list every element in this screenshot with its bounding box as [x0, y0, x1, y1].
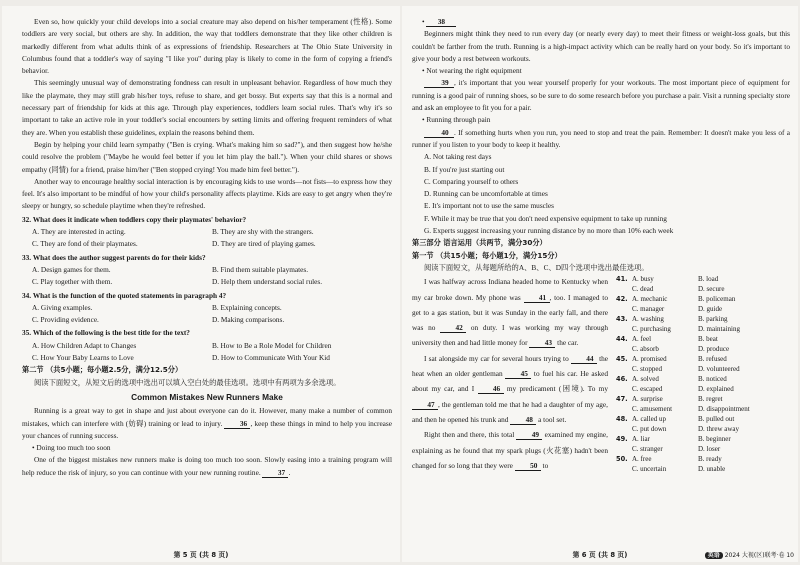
option-left[interactable]: A. promised: [632, 355, 667, 364]
subheading: • Doing too much too soon: [32, 443, 111, 453]
question-stem: 33. What does the author suggest parents do for their kids?: [22, 252, 206, 262]
option-left[interactable]: A. solved: [632, 375, 659, 384]
question-number: [616, 304, 632, 314]
question-number: [616, 324, 632, 334]
section-instruction: 阅读下面短文，从每题所给的A、B、C、D四个选项中选出最佳选项。: [424, 262, 649, 272]
question-number: 42.: [616, 295, 628, 304]
blank-50[interactable]: 50: [515, 461, 541, 471]
cloze-option-row: [616, 434, 790, 444]
question-34: [22, 290, 392, 327]
question-number: 41.: [616, 275, 628, 284]
option-right[interactable]: B. parking: [698, 315, 728, 324]
cloze-option-row: [616, 304, 790, 314]
passage-paragraph: Beginners might think they need to run every day (or nearly every day) to meet their fitness or weight-loss goals, but this couldn't be farther from the truth. Running is a high-impact activity which can be really hard on your body. So it's important to give your body a rest between workouts.: [412, 29, 790, 63]
question-number: 49.: [616, 435, 628, 444]
option-right[interactable]: B. noticed: [698, 375, 727, 384]
option-left[interactable]: C. amusement: [632, 405, 673, 414]
option-left[interactable]: C. purchasing: [632, 325, 671, 334]
option-left[interactable]: A. free: [632, 455, 652, 464]
option-right[interactable]: D. maintaining: [698, 325, 740, 334]
option-left[interactable]: C. dead: [632, 285, 654, 294]
cloze-option-row: [616, 464, 790, 474]
cloze-paragraph: I was halfway across Indiana headed home to Kentucky when my car broke down. My phone was 41 , too. I managed to get to a gas station, but it was Sunday in the early fall, and there was no 42 on duty. I was working my way through university then and had little money for 43 the car.: [412, 277, 608, 348]
cloze-option-row: [616, 324, 790, 334]
cloze-option-row: [616, 344, 790, 354]
question-stem: 34. What is the function of the quoted statements in paragraph 4?: [22, 290, 227, 300]
blank-47[interactable]: 47: [412, 400, 438, 410]
question-number: [616, 284, 632, 294]
option-c[interactable]: C. How Your Baby Learns to Love: [32, 353, 134, 363]
question-number: 43.: [616, 315, 628, 324]
option-item[interactable]: D. Running can be uncomfortable at times: [424, 189, 548, 199]
cloze-option-row: [616, 294, 790, 304]
question-number: [616, 364, 632, 374]
seven-choice-options: [412, 151, 790, 237]
option-left[interactable]: C. absorb: [632, 345, 659, 354]
passage-paragraph: This seemingly unusual way of demonstrating fondness can result in unpleasant behavior. Regardless of how much they like the playmate, they may still grab his/her toys, refuse to share, and get bossy. But experts say that this is a normal and necessary part of friendship for kids at this age. Through play experiences, toddlers learn social rules. That's why it's so important to take an active role in your toddler's social encounters by setting limits and offering frequent reminders of what they are. When you establish these guidelines, explain the reasons behind them.: [22, 78, 392, 137]
option-item[interactable]: A. Not taking rest days: [424, 152, 492, 162]
option-right[interactable]: B. policeman: [698, 295, 736, 304]
blank-49[interactable]: 49: [516, 430, 542, 440]
right-page: [402, 6, 798, 562]
option-a[interactable]: A. They are interested in acting.: [32, 227, 126, 237]
option-right[interactable]: B. load: [698, 275, 719, 284]
option-right[interactable]: D. produce: [698, 345, 730, 354]
blank-44[interactable]: 44: [571, 354, 597, 364]
option-c[interactable]: C. They are fond of their playmates.: [32, 239, 138, 249]
option-item[interactable]: C. Comparing yourself to others: [424, 176, 519, 186]
option-item[interactable]: G. Experts suggest increasing your running distance by no more than 10% each week: [424, 226, 674, 236]
question-number: 48.: [616, 415, 628, 424]
cloze-option-row: [616, 384, 790, 394]
option-d[interactable]: D. How to Communicate With Your Kid: [212, 353, 330, 363]
question-32: [22, 214, 392, 251]
question-33: [22, 252, 392, 289]
blank-41[interactable]: 41: [524, 293, 550, 303]
subject-tag: 英语: [705, 552, 723, 559]
option-b[interactable]: B. Explaining concepts.: [212, 302, 282, 312]
question-number: [616, 344, 632, 354]
passage-paragraph: One of the biggest mistakes new runners make is doing too much too soon. Slowly easing into a training program will help reduce the risk of injury, so you can continue with your new running routine. 37 .: [22, 455, 392, 477]
option-left[interactable]: A. busy: [632, 275, 654, 284]
section-instruction: 阅读下面短文，从短文后的选项中选出可以填入空白处的最佳选项。选项中有两项为多余选项。: [34, 377, 341, 387]
option-right[interactable]: B. beat: [698, 335, 718, 344]
passage-paragraph: 40 . If something hurts when you run, you need to stop and treat the pain. Remember: It doesn't make you less of a runner if you listen to your body to keep it healthy.: [412, 127, 790, 149]
passage-paragraph: Another way to encourage healthy social interaction is by encouraging kids to use words—not fists—to express how they feel. It's also important to be mindful of how your child's personality affects playtime. Kids are easy to get angry when they're sleepy or hungry, so schedule playtime when they're refreshed.: [22, 176, 392, 211]
blank-36[interactable]: 36: [224, 419, 250, 429]
passage-paragraph: Even so, how quickly your child develops into a social creature may also depend on his/her temperament (性格). Some toddlers are very social, but others are shy. In addition, the way that toddlers demonstrate that they like other children is markedly different from what adults think of as expressions of friendship. Researchers at The Ohio State University in Columbus found that a toddler's way of saying "I like you" during play is likely to come in the form of copying a friend's behavior.: [22, 17, 392, 76]
cloze-option-row: [616, 454, 790, 464]
passage-paragraph: Begin by helping your child learn sympathy ("Ben is crying. What's making him so sad?"), and then suggest how he/she could resolve the problem ("Maybe he would feel better if you let him play the ball."). When your child shares or shows empathy (同情) for a friend, praise him/her ("Ben stopped crying! You made him feel better.").: [22, 139, 392, 174]
cloze-option-row: [616, 334, 790, 344]
option-left[interactable]: A. surprise: [632, 395, 663, 404]
cloze-option-row: [616, 404, 790, 414]
option-a[interactable]: A. Design games for them.: [32, 264, 111, 274]
option-item[interactable]: F. While it may be true that you don't need expensive equipment to take up running: [424, 213, 667, 223]
option-b[interactable]: B. They are shy with the strangers.: [212, 227, 314, 237]
option-left[interactable]: A. mechanic: [632, 295, 668, 304]
option-d[interactable]: D. They are tired of playing games.: [212, 239, 316, 249]
option-left[interactable]: A. washing: [632, 315, 664, 324]
cloze-option-row: [616, 314, 790, 324]
question-number: 50.: [616, 455, 628, 464]
question-number: [616, 404, 632, 414]
right-column: [412, 16, 790, 474]
part-heading: 第三部分 语言运用（共两节，满分30分）: [412, 238, 547, 248]
option-left[interactable]: C. uncertain: [632, 465, 667, 474]
option-right[interactable]: B. pulled out: [698, 415, 735, 424]
option-left[interactable]: C. escaped: [632, 385, 663, 394]
option-d[interactable]: D. Help them understand social rules.: [212, 277, 323, 287]
cloze-option-row: [616, 284, 790, 294]
question-number: [616, 424, 632, 434]
question-number: 44.: [616, 335, 628, 344]
page-footer: 第 5 页 (共 8 页): [173, 551, 229, 559]
cloze-option-row: [616, 364, 790, 374]
left-column: [22, 16, 392, 479]
option-left[interactable]: A. called up: [632, 415, 667, 424]
question-35: [22, 327, 392, 364]
option-a[interactable]: A. Giving examples.: [32, 302, 93, 312]
option-item[interactable]: E. It's important not to use the same muscles: [424, 201, 555, 211]
option-left[interactable]: C. stranger: [632, 445, 663, 454]
passage-paragraph: Running is a great way to get in shape and just about everyone can do it. However, many make a number of common mistakes, which can interfere with (妨碍) training or lead to injury. 36 , keep these things in mind to help you increase your chances of running success.: [22, 406, 393, 440]
option-right[interactable]: D. guide: [698, 305, 723, 314]
cloze-option-row: [616, 274, 790, 284]
cloze-option-row: [616, 354, 790, 364]
option-left[interactable]: A. liar: [632, 435, 650, 444]
section-heading: 第二节 （共5小题；每小题2.5分，满分12.5分）: [22, 365, 183, 375]
option-right[interactable]: B. beginner: [698, 435, 731, 444]
option-right[interactable]: B. ready: [698, 455, 722, 464]
option-right[interactable]: D. disappointment: [698, 405, 750, 414]
blank-38[interactable]: 38: [426, 17, 456, 27]
passage-title: Common Mistakes New Runners Make: [131, 391, 283, 402]
option-right[interactable]: D. loser: [698, 445, 721, 454]
blank-48[interactable]: 48: [510, 415, 536, 425]
blank-42[interactable]: 42: [440, 323, 466, 333]
option-left[interactable]: C. stopped: [632, 365, 662, 374]
option-left[interactable]: C. manager: [632, 305, 665, 314]
option-right[interactable]: D. explained: [698, 385, 734, 394]
section-heading: 第一节 （共15小题；每小题1分，满分15分）: [412, 250, 562, 260]
cloze-passage: [412, 274, 608, 474]
option-c[interactable]: C. Providing evidence.: [32, 315, 99, 325]
cloze-option-row: [616, 394, 790, 404]
passage-paragraph: 39 , it's important that you wear yourself properly for your workouts. The most important piece of equipment for running is a good pair of running shoes, so be sure to do some research before you purchase a pair. Visit a running specialty store and ask an employee to fit you for a pair.: [412, 78, 790, 113]
question-stem: 32. What does it indicate when toddlers copy their playmates' behavior?: [22, 214, 247, 224]
left-page: [2, 6, 400, 562]
cloze-option-row: [616, 444, 790, 454]
blank-37[interactable]: 37: [262, 468, 288, 478]
option-right[interactable]: B. refused: [698, 355, 727, 364]
blank-39[interactable]: 39: [424, 78, 454, 88]
question-number: [616, 384, 632, 394]
option-right[interactable]: D. unable: [698, 465, 726, 474]
question-number: 45.: [616, 355, 628, 364]
option-right[interactable]: D. threw away: [698, 425, 740, 434]
subheading: • Running through pain: [422, 115, 491, 125]
question-number: 47.: [616, 395, 628, 404]
option-item[interactable]: B. If you're just starting out: [424, 164, 505, 174]
question-number: [616, 444, 632, 454]
cloze-area: [412, 274, 790, 474]
option-a[interactable]: A. How Children Adapt to Changes: [32, 340, 137, 350]
option-right[interactable]: B. regret: [698, 395, 723, 404]
option-c[interactable]: C. Play together with them.: [32, 277, 113, 287]
exam-label: 2024 大视(区)联考·卷 10: [724, 552, 794, 559]
cloze-paragraph: I sat alongside my car for several hours trying to 44 the heat when an older gentleman 45 to fuel his car. He asked about my car, and I 46 my predicament (困境). To my 47 , the gentleman told me that he had a daughter of my age, and then he opened his trunk and 48 a tool set.: [412, 353, 609, 424]
option-d[interactable]: D. Making comparisons.: [212, 315, 285, 325]
option-b[interactable]: B. Find them suitable playmates.: [212, 264, 309, 274]
blank-43[interactable]: 43: [529, 338, 555, 348]
option-left[interactable]: C. put down: [632, 425, 667, 434]
subheading: • Not wearing the right equipment: [422, 66, 522, 76]
option-right[interactable]: D. volunteered: [698, 365, 740, 374]
cloze-options: [608, 274, 790, 474]
blank-46[interactable]: 46: [478, 384, 504, 394]
blank-40[interactable]: 40: [424, 128, 454, 138]
exam-badge: [705, 550, 794, 559]
cloze-option-row: [616, 414, 790, 424]
page-footer: 第 6 页 (共 8 页): [572, 551, 628, 559]
blank-45[interactable]: 45: [505, 369, 531, 379]
option-b[interactable]: B. How to Be a Role Model for Children: [212, 340, 332, 350]
blank-line-38: • 38: [412, 16, 790, 28]
option-left[interactable]: A. feel: [632, 335, 652, 344]
question-number: [616, 464, 632, 474]
question-stem: 35. Which of the following is the best title for the text?: [22, 328, 190, 338]
cloze-option-row: [616, 374, 790, 384]
option-right[interactable]: D. secure: [698, 285, 725, 294]
cloze-option-row: [616, 424, 790, 434]
cloze-paragraph: Right then and there, this total 49 examined my engine, explaining as he found that my spark plugs (火花塞) hadn't been changed for so long that they were 50 to: [412, 430, 608, 470]
question-number: 46.: [616, 375, 628, 384]
